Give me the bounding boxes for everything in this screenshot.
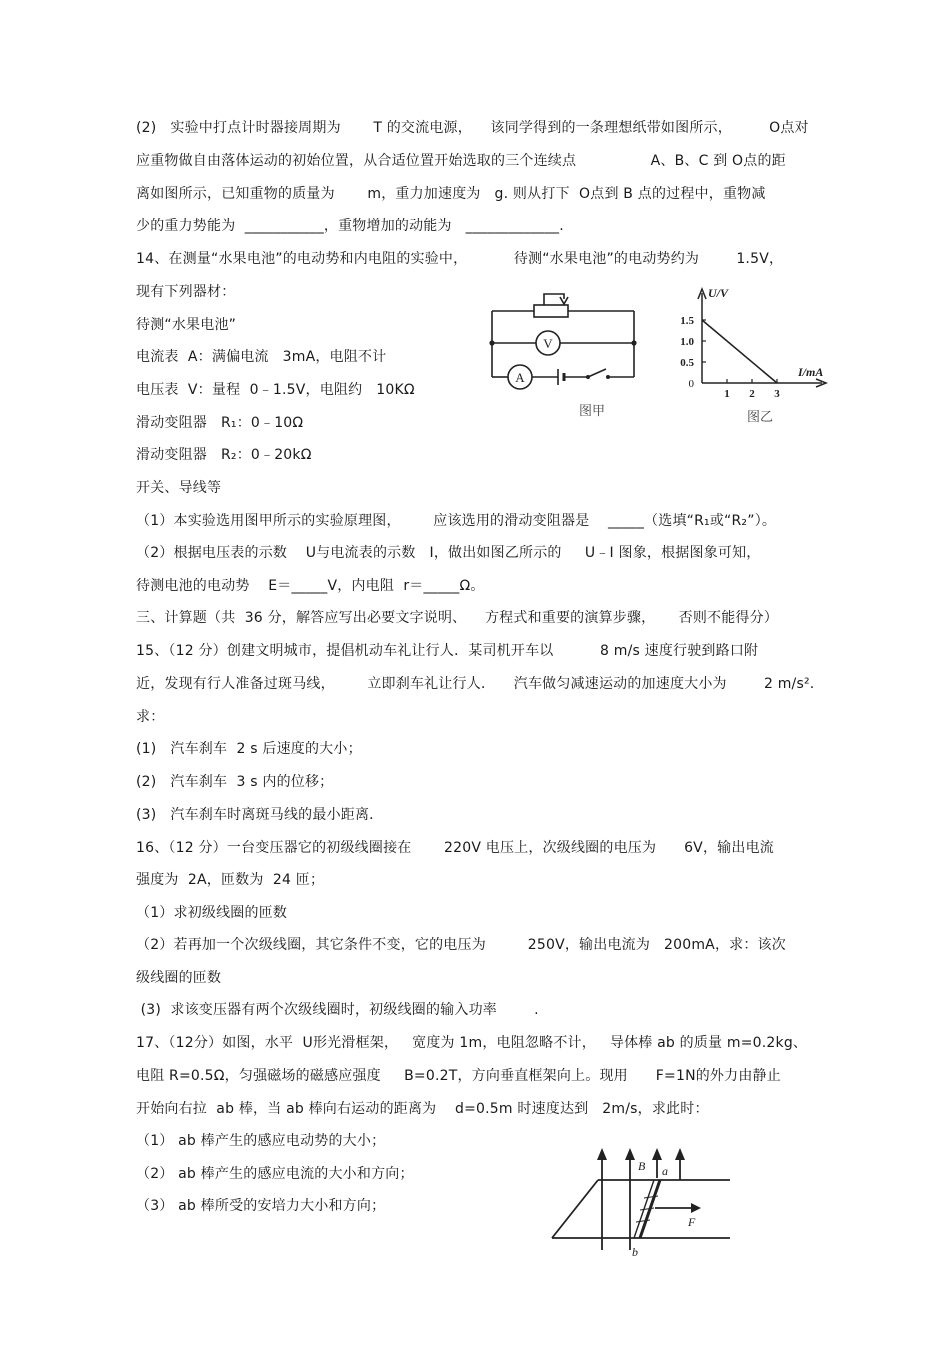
sub-question: (3) 求该变压器有两个次级线圈时，初级线圈的输入功率 . <box>136 1002 539 1018</box>
rail-diagram <box>540 1140 740 1264</box>
text-line: 待测电池的电动势 E＝_____V，内电阻 r＝_____Ω。 <box>136 578 485 594</box>
text-line: 应重物做自由落体运动的初始位置，从合适位置开始选取的三个连续点 A、B、C 到 O点的距 <box>136 153 786 169</box>
sub-question: （1）求初级线圈的匝数 <box>136 905 288 921</box>
sub-question: (2) 汽车刹车 3 s 内的位移； <box>136 774 334 790</box>
question-14-stem: 14、在测量“水果电池”的电动势和内电阻的实验中， 待测“水果电池”的电动势约为 1.5V， <box>136 251 784 267</box>
circuit-diagram <box>484 285 652 425</box>
force-label: F <box>688 1215 696 1229</box>
field-label: B <box>638 1159 646 1173</box>
y-tick-label: 1.5 <box>680 315 694 327</box>
text-line: 近，发现有行人准备过斑马线， 立即刹车礼让行人． 汽车做匀减速运动的加速度大小为 2 m/s². <box>136 676 815 692</box>
equipment-item: 电压表 V：量程 0﹣1.5V，电阻约 10KΩ <box>136 382 415 398</box>
question-16-stem: 16、（12 分）一台变压器它的初级线圈接在 220V 电压上，次级线圈的电压为 6V，输出电流 <box>136 840 774 856</box>
sub-question: (1) 汽车刹车 2 s 后速度的大小； <box>136 741 362 757</box>
text-line: (2) 实验中打点计时器接周期为 T 的交流电源， 该同学得到的一条理想纸带如图所示， O点对 <box>136 120 809 136</box>
sub-question: (3) 汽车刹车时离斑马线的最小距离． <box>136 807 384 823</box>
equipment-item: 滑动变阻器 R₂：0﹣20kΩ <box>136 447 312 463</box>
text-line: 级线圈的匝数 <box>136 970 222 986</box>
sub-question: （2）若再加一个次级线圈，其它条件不变，它的电压为 250V，输出电流为 200mA，求：该次 <box>136 937 786 953</box>
y-tick-label: 0.5 <box>680 357 694 369</box>
y-axis-label: U/V <box>708 286 729 300</box>
rod-end-b-label: b <box>632 1245 638 1259</box>
voltmeter-label: V <box>543 336 553 351</box>
x-tick-label: 1 <box>724 388 730 400</box>
ammeter-label: A <box>515 370 525 385</box>
figure-caption: 图乙 <box>746 409 774 424</box>
text-line: 求： <box>136 709 165 725</box>
x-axis-label: I/mA <box>798 365 824 379</box>
question-15-stem: 15、（12 分）创建文明城市，提倡机动车礼让行人．某司机开车以 8 m/s 速度行驶到路口附 <box>136 643 759 659</box>
text-line: 少的重力势能为 ___________，重物增加的动能为 _____________. <box>136 218 564 234</box>
u-i-graph <box>674 283 844 428</box>
data-line <box>702 320 777 383</box>
sub-question: （2） ab 棒产生的感应电流的大小和方向； <box>136 1166 414 1182</box>
text-line: 现有下列器材： <box>136 284 236 300</box>
section-heading: 三、计算题（共 36 分，解答应写出必要文字说明、 方程式和重要的演算步骤， 否则不能得分） <box>136 610 779 626</box>
text-line: 强度为 2A，匝数为 24 匝； <box>136 872 325 888</box>
equipment-item: 电流表 A：满偏电流 3mA，电阻不计 <box>136 349 387 365</box>
text-line: （1）本实验选用图甲所示的实验原理图， 应该选用的滑动变阻器是 _____（选填“R₁或“R₂”）。 <box>136 513 777 529</box>
text-line: 离如图所示，已知重物的质量为 m，重力加速度为 g. 则从打下 O点到 B 点的过程中，重物减 <box>136 186 766 202</box>
question-17-stem: 17、（12分）如图，水平 U形光滑框架， 宽度为 1m，电阻忽略不计， 导体棒 ab 的质量 m=0.2kg、 <box>136 1035 808 1051</box>
x-tick-label: 2 <box>749 388 755 400</box>
equipment-item: 滑动变阻器 R₁：0﹣10Ω <box>136 415 304 431</box>
equipment-item: 开关、导线等 <box>136 480 222 496</box>
sub-question: （3） ab 棒所受的安培力大小和方向； <box>136 1198 386 1214</box>
origin-label: 0 <box>688 378 694 390</box>
text-line: （2）根据电压表的示数 U与电流表的示数 I，做出如图乙所示的 U﹣I 图象，根据图象可知， <box>136 545 761 561</box>
text-line: 开始向右拉 ab 棒，当 ab 棒向右运动的距离为 d=0.5m 时速度达到 2m/s，求此时： <box>136 1101 709 1117</box>
equipment-item: 待测“水果电池” <box>136 317 237 333</box>
rod-end-a-label: a <box>662 1164 668 1178</box>
y-tick-label: 1.0 <box>680 336 694 348</box>
figure-caption: 图甲 <box>578 403 606 418</box>
text-line: 电阻 R=0.5Ω，匀强磁场的磁感应强度 B=0.2T，方向垂直框架向上。现用 F=1N的外力由静止 <box>136 1068 781 1084</box>
sub-question: （1） ab 棒产生的感应电动势的大小； <box>136 1133 386 1149</box>
x-tick-label: 3 <box>774 388 780 400</box>
